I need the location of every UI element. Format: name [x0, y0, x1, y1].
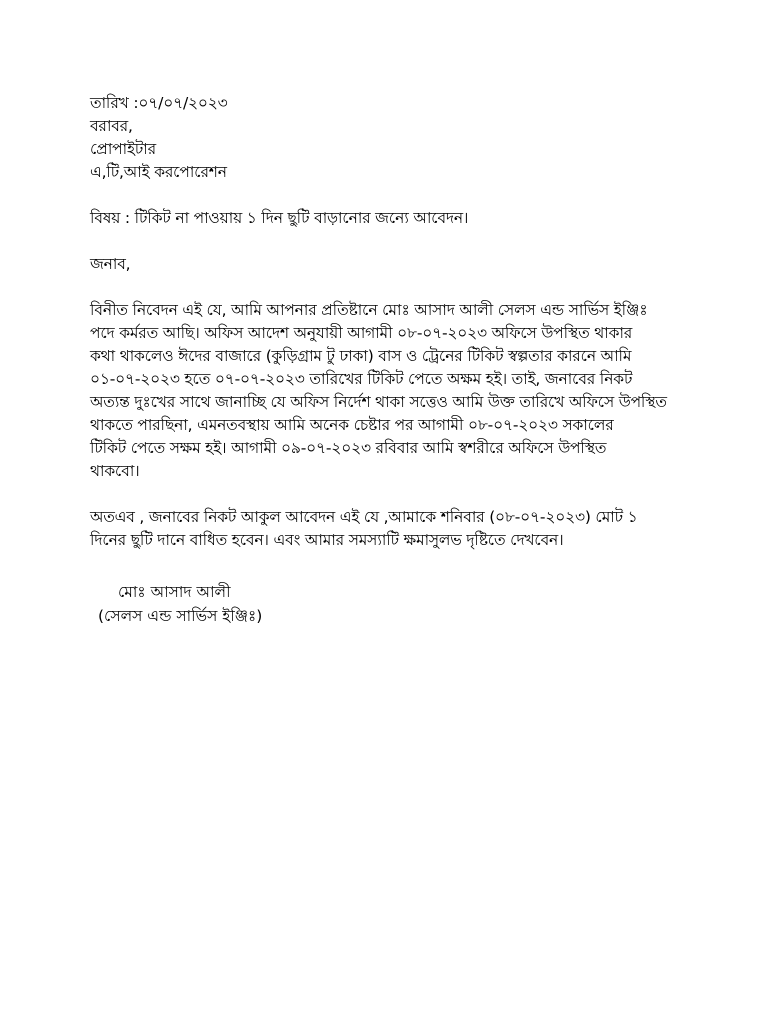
recipient-title: প্রোপাইটার: [90, 140, 156, 158]
body-paragraph-1: [90, 299, 690, 483]
to-line: বরাবর,: [90, 117, 133, 135]
paragraph-line: বিনীত নিবেদন এই যে, আমি আপনার প্রতিষ্টানে মোঃ আসাদ আলী সেলস এন্ড সার্ভিস ইঞ্জিঃ: [90, 301, 648, 319]
paragraph-line: অত্যন্ত দুঃখের সাথে জানাচ্ছি যে অফিস নির্দেশ থাকা সত্তেও আমি উক্ত তারিখে অফিসে উপস্থিত: [90, 393, 667, 411]
salutation: জনাব,: [90, 255, 131, 273]
paragraph-line: দিনের ছুটি দানে বাধিত হবেন। এবং আমার সমস্যাটি ক্ষমাসুলভ দৃষ্টিতে দেখবেন।: [90, 531, 564, 549]
date-line: তারিখ :০৭/০৭/২০২৩: [90, 94, 228, 112]
paragraph-line: পদে কর্মরত আছি। অফিস আদেশ অনুযায়ী আগামী ০৮-০৭-২০২৩ অফিসে উপস্থিত থাকার: [90, 324, 633, 342]
recipient-company: এ,টি,আই করপোরেশন: [90, 163, 227, 181]
paragraph-line: অতএব , জনাবের নিকট আকুল আবেদন এই যে ,আমাকে শনিবার (০৮-০৭-২০২৩) মোট ১: [90, 508, 638, 526]
paragraph-line: থাকতে পারছিনা, এমনতবস্থায় আমি অনেক চেষ্টার পর আগামী ০৮-০৭-২০২৩ সকালের: [90, 416, 614, 434]
signature-block: [98, 580, 262, 628]
paragraph-line: টিকিট পেতে সক্ষম হই। আগামী ০৯-০৭-২০২৩ রবিবার আমি স্বশরীরে অফিসে উপস্থিত: [90, 439, 607, 457]
letter-body: [90, 92, 690, 552]
paragraph-line: থাকবো।: [90, 462, 140, 480]
subject-line: বিষয় : টিকিট না পাওয়ায় ১ দিন ছুটি বাড়ানোর জন্যে আবেদন।: [90, 209, 469, 227]
paragraph-line: ০১-০৭-২০২৩ হতে ০৭-০৭-২০২৩ তারিখের টিকিট পেতে অক্ষম হই। তাই, জনাবের নিকট: [90, 370, 633, 388]
body-paragraph-2: [90, 506, 690, 552]
signature-title: (সেলস এন্ড সার্ভিস ইঞ্জিঃ): [98, 607, 263, 625]
paragraph-line: কথা থাকলেও ঈদের বাজারে (কুড়িগ্রাম টু ঢাকা) বাস ও ট্রেনের টিকিট স্বল্পতার কারনে আমি: [90, 347, 632, 365]
signature-name: মোঃ আসাদ আলী: [118, 583, 231, 601]
